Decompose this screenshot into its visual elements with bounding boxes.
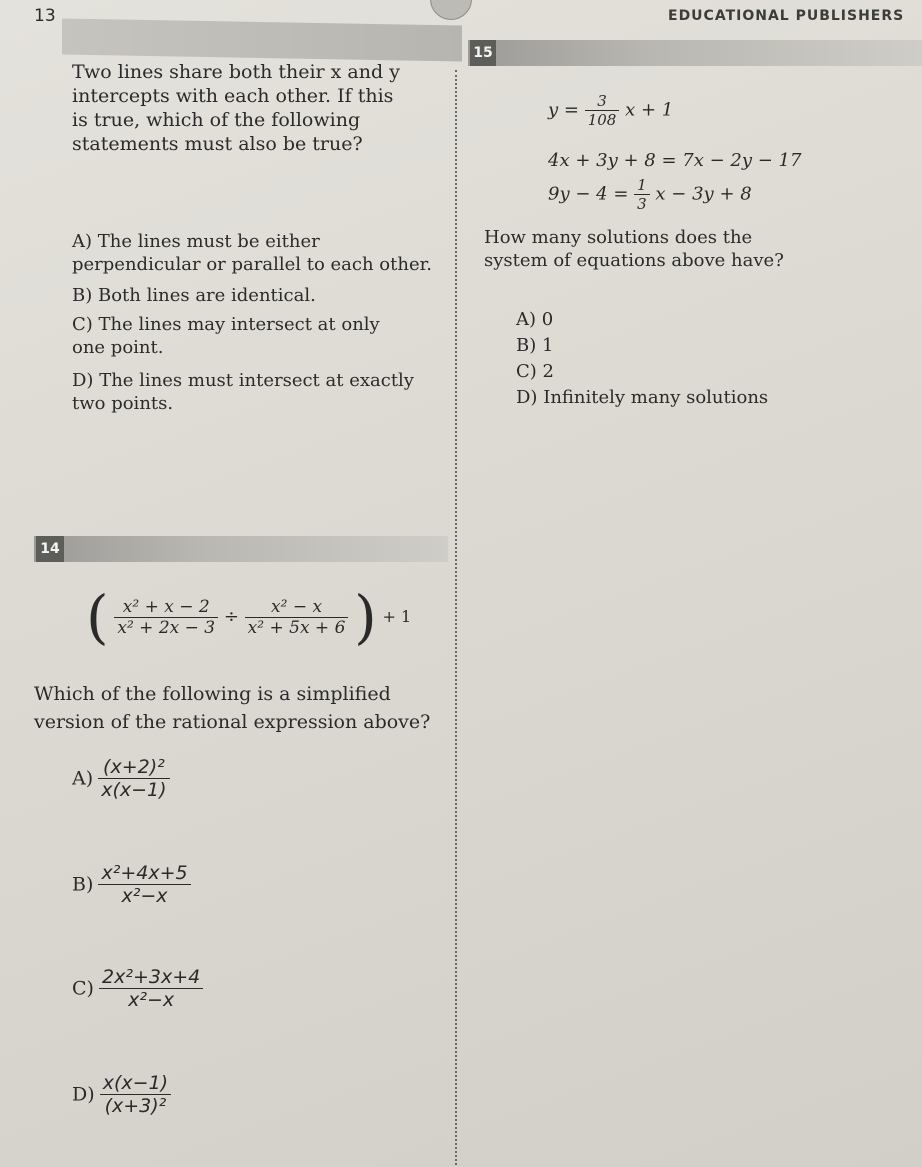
header-band bbox=[62, 19, 462, 62]
q14-option-a: A) $\frac{\text{(x+2)²}}{x(x-1)}$ bbox=[72, 756, 170, 801]
answer-fraction: $\frac{\text{2x²+3x+4}}{\text{x²−x}}$ bbox=[99, 966, 203, 1011]
q14-header-bar bbox=[34, 536, 448, 562]
q15-equation-1: y = $\frac{3}{108}$ x + 1 bbox=[548, 92, 674, 129]
q14-option-b: B) $\frac{\text{x²+4x+5}}{\text{x²−x}}$ bbox=[72, 862, 191, 907]
q15-header-bar bbox=[468, 40, 922, 66]
q13-option-d bbox=[72, 369, 432, 415]
publisher-name: EDUCATIONAL PUBLISHERS bbox=[668, 8, 905, 24]
q13-prompt: Two lines share both their x and y intercepts with each other. If this is true, which of the following statements must also be true? bbox=[72, 61, 400, 155]
q15-prompt: How many solutions does the system of equations above have? bbox=[484, 227, 784, 271]
q15-equation-3: 9y − 4 = $\frac{1}{3}$ x − 3y + 8 bbox=[548, 176, 752, 213]
option-text: The lines must intersect at exactly two points. bbox=[72, 370, 414, 414]
option-letter: A) bbox=[72, 231, 93, 252]
q13-option-c bbox=[72, 313, 402, 359]
answer-fraction: $\frac{x(x-1)}{\text{(x+3)²}}$ bbox=[100, 1072, 171, 1117]
q14-number: 14 bbox=[36, 536, 64, 562]
answer-fraction: $\frac{\text{x²+4x+5}}{\text{x²−x}}$ bbox=[98, 862, 190, 907]
q15-option-a: A) 0 bbox=[516, 309, 554, 330]
q15-option-c: C) 2 bbox=[516, 361, 554, 382]
left-paren: ( bbox=[86, 583, 109, 651]
q15-equation-2: 4x + 3y + 8 = 7x − 2y − 17 bbox=[548, 150, 802, 171]
option-text: The lines may intersect at only one point. bbox=[72, 314, 380, 358]
q13-option-b bbox=[72, 284, 432, 307]
q15-number: 15 bbox=[470, 40, 496, 66]
fraction-2: $\frac{\text{x² − x}}{\text{x² + 5x + 6}}$ bbox=[245, 597, 349, 638]
option-letter: B) bbox=[72, 285, 93, 306]
fraction: $\frac{1}{3}$ bbox=[634, 176, 650, 213]
right-paren: ) bbox=[354, 583, 377, 651]
fraction: $\frac{3}{108}$ bbox=[585, 92, 620, 129]
q14-expression: ( $\frac{\text{x² + x − 2}}{\text{x² + 2x − 3}}$ ÷ $\frac{\text{x² − x}}{\text{x² + 5x + 6}}$ ) + 1 bbox=[86, 583, 412, 651]
answer-fraction: $\frac{\text{(x+2)²}}{x(x-1)}$ bbox=[98, 756, 169, 801]
option-text: Both lines are identical. bbox=[97, 285, 316, 306]
header-circle-icon bbox=[430, 0, 472, 20]
page-number: 13 bbox=[34, 6, 56, 26]
q15-option-d: D) Infinitely many solutions bbox=[516, 387, 769, 408]
option-letter: D) bbox=[72, 370, 94, 391]
q13-option-a bbox=[72, 230, 432, 276]
option-text: The lines must be either perpendicular or parallel to each other. bbox=[72, 231, 432, 275]
q14-option-d: D) $\frac{x(x-1)}{\text{(x+3)²}}$ bbox=[72, 1072, 171, 1117]
q14-prompt: Which of the following is a simplified version of the rational expression above? bbox=[34, 683, 431, 733]
option-letter: C) bbox=[72, 314, 93, 335]
column-divider bbox=[455, 70, 457, 1165]
q15-option-b: B) 1 bbox=[516, 335, 554, 356]
fraction-1: $\frac{\text{x² + x − 2}}{\text{x² + 2x − 3}}$ bbox=[114, 597, 218, 638]
q14-option-c: C) $\frac{\text{2x²+3x+4}}{\text{x²−x}}$ bbox=[72, 966, 203, 1011]
